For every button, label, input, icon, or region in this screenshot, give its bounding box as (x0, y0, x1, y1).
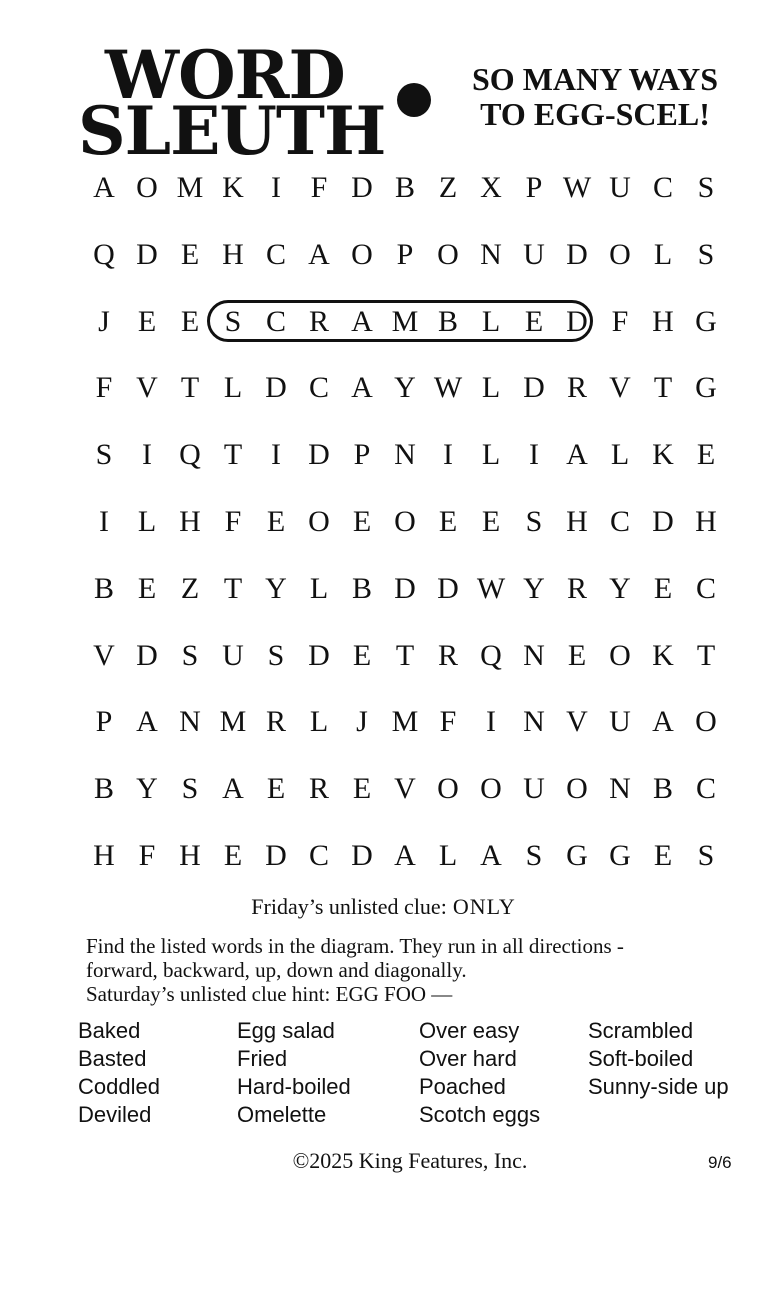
grid-letter: D (351, 171, 373, 204)
grid-letter: E (352, 505, 372, 538)
grid-letter: D (308, 438, 330, 472)
grid-letter: H (222, 237, 244, 271)
grid-letter: E (137, 304, 157, 338)
word-list-item: Deviled (78, 1102, 152, 1127)
grid-letter: O (437, 237, 459, 271)
copyright: ©2025 King Features, Inc. (292, 1148, 528, 1173)
grid-letter: D (652, 505, 674, 538)
grid-letter: C (609, 505, 630, 538)
word-list-item: Scrambled (588, 1018, 694, 1043)
grid-letter: V (136, 371, 158, 405)
grid-letter: S (697, 839, 715, 872)
word-list-item: Basted (78, 1046, 147, 1071)
logo-sleuth: SLEUTH (78, 92, 386, 170)
word-list-item: Over hard (419, 1046, 517, 1071)
grid-letter: J (356, 705, 368, 739)
grid-letter: D (351, 839, 373, 872)
grid-letter: S (95, 438, 113, 472)
grid-letter: G (695, 371, 717, 405)
grid-letter: B (93, 571, 114, 605)
grid-letter: Q (480, 638, 502, 672)
grid-letter: N (523, 638, 545, 672)
grid-letter: E (524, 304, 544, 338)
grid-letter: S (525, 839, 543, 872)
instructions-line-1: Find the listed words in the diagram. They run in all directions - (86, 934, 624, 958)
grid-letter: D (566, 237, 588, 271)
grid-letter: H (652, 304, 674, 338)
grid-letter: D (566, 304, 588, 338)
word-list-item: Fried (237, 1046, 288, 1071)
grid-letter: G (695, 304, 717, 338)
grid-letter: F (310, 171, 328, 204)
grid-letter: L (610, 438, 630, 472)
grid-letter: T (653, 371, 673, 405)
grid-letter: I (529, 438, 539, 472)
grid-letter: W (476, 571, 506, 605)
grid-letter: B (93, 772, 114, 806)
grid-letter: L (223, 371, 243, 405)
grid-letter: E (137, 571, 157, 605)
grid-letter: L (653, 237, 673, 271)
instructions-line-2: forward, backward, up, down and diagonally. (86, 958, 467, 982)
grid-letter: N (480, 237, 502, 271)
grid-letter: I (486, 705, 496, 739)
grid-letter: Z (438, 171, 458, 204)
grid-letter: P (353, 438, 371, 472)
logo-word: WORD (105, 36, 345, 114)
grid-letter: S (181, 772, 199, 806)
word-list-item: Hard-boiled (237, 1074, 351, 1099)
grid-letter: U (523, 772, 545, 806)
grid-letter: O (609, 638, 631, 672)
grid-letter: E (567, 638, 587, 672)
grid-letter: A (136, 705, 158, 739)
grid-letter: B (394, 171, 415, 204)
grid-letter: A (351, 304, 373, 338)
grid-letter: S (697, 237, 715, 271)
grid-letter: D (437, 571, 459, 605)
grid-letter: E (653, 839, 673, 872)
grid-letter: U (523, 237, 545, 271)
grid-letter: L (481, 304, 501, 338)
grid-letter: V (394, 772, 416, 806)
grid-letter: D (523, 371, 545, 405)
grid-letter: N (394, 438, 416, 472)
grid-letter: G (609, 839, 631, 872)
grid-letter: E (352, 638, 372, 672)
grid-letter: L (481, 438, 501, 472)
grid-letter: L (481, 371, 501, 405)
grid-letter: O (136, 171, 158, 204)
grid-letter: E (696, 438, 716, 472)
grid-letter: E (438, 505, 458, 538)
grid-letter: Q (179, 438, 201, 472)
grid-letter: I (443, 438, 453, 472)
tagline-line-1: SO MANY WAYS (472, 61, 718, 97)
grid-letter: M (219, 705, 247, 739)
grid-letter: S (525, 505, 543, 538)
grid-letter: P (95, 705, 113, 739)
grid-letter: A (308, 237, 330, 271)
grid-letter: F (138, 839, 156, 872)
grid-letter: P (396, 237, 414, 271)
grid-letter: B (351, 571, 372, 605)
grid-letter: C (695, 571, 716, 605)
word-list-item: Egg salad (237, 1018, 335, 1043)
grid-letter: F (95, 371, 113, 405)
word-list-item: Sunny-side up (588, 1074, 729, 1099)
grid-letter: H (179, 839, 201, 872)
grid-letter: L (309, 571, 329, 605)
grid-letter: L (438, 839, 458, 872)
grid-letter: R (265, 705, 286, 739)
grid-letter: E (180, 304, 200, 338)
grid-letter: S (181, 638, 199, 672)
puzzle-date: 9/6 (708, 1153, 732, 1172)
grid-letter: O (695, 705, 717, 739)
grid-letter: C (695, 772, 716, 806)
grid-letter: K (222, 171, 244, 204)
grid-letter: D (308, 638, 330, 672)
grid-letter: T (223, 438, 243, 472)
grid-letter: Y (394, 371, 416, 405)
grid-letter: F (439, 705, 457, 739)
grid-letter: M (391, 304, 419, 338)
grid-letter: X (480, 171, 502, 204)
grid-letter: D (394, 571, 416, 605)
grid-letter: R (308, 772, 329, 806)
grid-letter: U (609, 705, 631, 739)
grid-letter: I (99, 505, 109, 538)
grid-letter: R (437, 638, 458, 672)
word-list-column-1 (78, 1017, 160, 1129)
grid-letter: Z (180, 571, 200, 605)
grid-letter: I (142, 438, 152, 472)
grid-letter: T (180, 371, 200, 405)
grid-letter: V (609, 371, 631, 405)
grid-letter: Q (93, 237, 115, 271)
word-list-item: Soft-boiled (588, 1046, 694, 1071)
grid-letter: T (696, 638, 716, 672)
grid-letter: Y (609, 571, 631, 605)
grid-letter: D (265, 371, 287, 405)
grid-letter: E (180, 237, 200, 271)
grid-letter: L (309, 705, 329, 739)
grid-letter: I (271, 438, 281, 472)
grid-letter: A (222, 772, 244, 806)
grid-letter: D (265, 839, 287, 872)
grid-letter: C (265, 304, 286, 338)
grid-letter: W (433, 371, 463, 405)
grid-letter: M (391, 705, 419, 739)
grid-letter: E (223, 839, 243, 872)
grid-letter: H (566, 505, 588, 538)
grid-letter: E (481, 505, 501, 538)
grid-letter: T (395, 638, 415, 672)
grid-letter: E (266, 505, 286, 538)
word-list-item: Coddled (78, 1074, 160, 1099)
grid-letter: R (308, 304, 329, 338)
grid-letter: B (437, 304, 458, 338)
grid-letter: N (609, 772, 631, 806)
friday-clue (0, 894, 767, 920)
grid-letter: H (93, 839, 115, 872)
grid-letter: Y (136, 772, 158, 806)
grid-letter: V (566, 705, 588, 739)
grid-letter: W (562, 171, 592, 204)
grid-letter: J (98, 304, 110, 338)
grid-letter: Y (265, 571, 287, 605)
grid-letter: A (652, 705, 674, 739)
grid-letter: O (394, 505, 416, 538)
grid-letter: O (480, 772, 502, 806)
grid-letter: K (652, 638, 674, 672)
grid-letter: C (308, 839, 329, 872)
grid-letter: I (271, 171, 281, 204)
grid-letter: N (523, 705, 545, 739)
grid-letter: O (437, 772, 459, 806)
grid-letter: H (179, 505, 201, 538)
saturday-clue-hint: Saturday’s unlisted clue hint: EGG FOO — (86, 982, 453, 1006)
word-list-column-3 (419, 1017, 540, 1129)
grid-letter: E (352, 772, 372, 806)
grid-letter: C (265, 237, 286, 271)
grid-letter: A (351, 371, 373, 405)
grid-letter: S (224, 304, 242, 338)
word-list-item: Over easy (419, 1018, 520, 1043)
grid-letter: B (652, 772, 673, 806)
word-list-item: Poached (419, 1074, 506, 1099)
grid-letter: O (308, 505, 330, 538)
grid-letter: Y (523, 571, 545, 605)
grid-letter: U (609, 171, 631, 204)
grid-letter: A (93, 171, 115, 204)
grid-letter: F (611, 304, 629, 338)
grid-letter: E (266, 772, 286, 806)
grid-letter: C (652, 171, 673, 204)
grid-letter: K (652, 438, 674, 472)
grid-letter: M (176, 171, 204, 204)
grid-letter: U (222, 638, 244, 672)
word-list-column-4 (588, 1017, 729, 1101)
grid-letter: S (697, 171, 715, 204)
grid-letter: C (308, 371, 329, 405)
word-list-item: Omelette (237, 1102, 327, 1127)
grid-letter: A (480, 839, 502, 872)
word-list-column-2 (237, 1017, 351, 1129)
tagline-line-2: TO EGG-SCEL! (480, 96, 710, 132)
grid-letter: O (351, 237, 373, 271)
friday-clue-answer: ONLY (452, 894, 516, 919)
grid-letter: D (136, 638, 158, 672)
grid-letter: H (695, 505, 717, 538)
grid-letter: R (566, 571, 587, 605)
friday-clue-label: Friday’s unlisted clue: (251, 894, 447, 919)
grid-letter: V (93, 638, 115, 672)
grid-letter: O (609, 237, 631, 271)
grid-letter: R (566, 371, 587, 405)
grid-letter: E (653, 571, 673, 605)
word-list-item: Baked (78, 1018, 141, 1043)
grid-letter: F (224, 505, 242, 538)
grid-letter: S (267, 638, 285, 672)
grid-letter: P (525, 171, 543, 204)
grid-letter: A (566, 438, 588, 472)
word-list-item: Scotch eggs (419, 1102, 541, 1127)
grid-letter: D (136, 237, 158, 271)
grid-letter: A (394, 839, 416, 872)
grid-letter: L (137, 505, 157, 538)
instructions (86, 934, 726, 1006)
grid-letter: G (566, 839, 588, 872)
grid-letter: T (223, 571, 243, 605)
grid-letter: N (179, 705, 201, 739)
grid-letter: O (566, 772, 588, 806)
